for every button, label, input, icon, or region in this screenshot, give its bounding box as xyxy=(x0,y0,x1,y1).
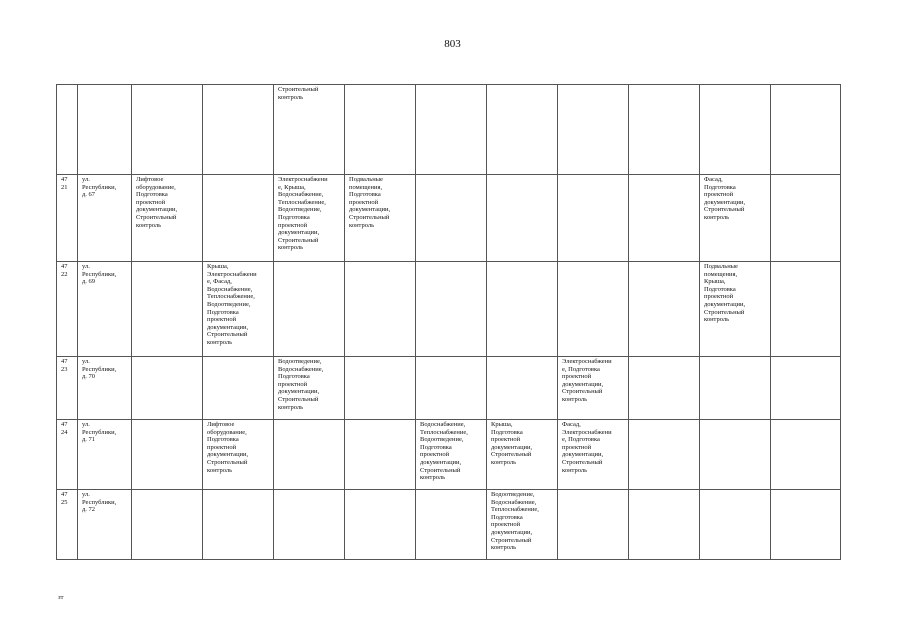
work-cell: Фасад, Подготовка проектной документации, Строительный контроль xyxy=(700,175,771,262)
work-cell xyxy=(629,490,700,560)
work-cell xyxy=(416,262,487,357)
work-cell: Водоотведение, Водоснабжение, Подготовка проектной документации, Строительный контроль xyxy=(274,357,345,420)
table-row xyxy=(57,262,841,357)
work-cell xyxy=(629,85,700,175)
table-row xyxy=(57,420,841,490)
work-cell xyxy=(203,357,274,420)
work-cell xyxy=(487,357,558,420)
work-cell xyxy=(345,85,416,175)
work-cell xyxy=(274,262,345,357)
row-number: 47 21 xyxy=(57,175,78,262)
work-cell xyxy=(558,490,629,560)
work-cell xyxy=(345,357,416,420)
work-cell: Строительный контроль xyxy=(274,85,345,175)
row-number xyxy=(57,85,78,175)
table-row xyxy=(57,357,841,420)
row-number: 47 25 xyxy=(57,490,78,560)
work-cell: Крыша, Подготовка проектной документации, Строительный контроль xyxy=(487,420,558,490)
work-cell xyxy=(558,175,629,262)
address-cell xyxy=(78,85,132,175)
work-cell: Лифтовое оборудование, Подготовка проектной документации, Строительный контроль xyxy=(203,420,274,490)
work-cell xyxy=(203,85,274,175)
work-cell xyxy=(771,420,841,490)
work-cell xyxy=(203,490,274,560)
work-cell xyxy=(345,262,416,357)
table-row xyxy=(57,175,841,262)
work-cell xyxy=(132,420,203,490)
works-schedule-table xyxy=(56,84,841,560)
page-number: 803 xyxy=(444,38,461,50)
work-cell xyxy=(416,490,487,560)
work-cell: Подвальные помещения, Подготовка проектной документации, Строительный контроль xyxy=(345,175,416,262)
work-cell: Водоснабжение, Теплоснабжение, Водоотведение, Подготовка проектной документации, Строительный контроль xyxy=(416,420,487,490)
work-cell xyxy=(416,85,487,175)
work-cell xyxy=(771,85,841,175)
work-cell xyxy=(700,85,771,175)
work-cell xyxy=(629,420,700,490)
work-cell xyxy=(629,262,700,357)
work-cell xyxy=(132,490,203,560)
work-cell xyxy=(771,262,841,357)
work-cell xyxy=(132,357,203,420)
work-cell: Электроснабжени е, Крыша, Водоснабжение, Теплоснабжение, Водоотведение, Подготовка проектной документации, Строительный контроль xyxy=(274,175,345,262)
work-cell xyxy=(345,420,416,490)
address-cell: ул. Республики, д. 70 xyxy=(78,357,132,420)
work-cell xyxy=(629,175,700,262)
work-cell xyxy=(132,262,203,357)
address-cell: ул. Республики, д. 71 xyxy=(78,420,132,490)
work-cell: Водоотведение, Водоснабжение, Теплоснабжение, Подготовка проектной документации, Строительный контроль xyxy=(487,490,558,560)
work-cell xyxy=(132,85,203,175)
work-cell: Лифтовое оборудование, Подготовка проектной документации, Строительный контроль xyxy=(132,175,203,262)
work-cell xyxy=(487,175,558,262)
address-cell: ул. Республики, д. 67 xyxy=(78,175,132,262)
work-cell xyxy=(203,175,274,262)
address-cell: ул. Республики, д. 69 xyxy=(78,262,132,357)
row-number: 47 22 xyxy=(57,262,78,357)
work-cell xyxy=(771,490,841,560)
work-cell xyxy=(700,357,771,420)
work-cell xyxy=(416,175,487,262)
address-cell: ул. Республики, д. 72 xyxy=(78,490,132,560)
work-cell xyxy=(700,420,771,490)
work-cell xyxy=(345,490,416,560)
work-cell: Крыша, Электроснабжени е, Фасад, Водоснабжение, Теплоснабжение, Водоотведение, Подготовка проектной документации, Строительный контроль xyxy=(203,262,274,357)
table-row xyxy=(57,490,841,560)
work-cell xyxy=(274,490,345,560)
table-row xyxy=(57,85,841,175)
work-cell: Электроснабжени е, Подготовка проектной документации, Строительный контроль xyxy=(558,357,629,420)
work-cell xyxy=(771,357,841,420)
footer-mark: зт xyxy=(58,594,64,601)
work-cell xyxy=(416,357,487,420)
work-cell xyxy=(558,85,629,175)
row-number: 47 24 xyxy=(57,420,78,490)
work-cell xyxy=(558,262,629,357)
work-cell xyxy=(700,490,771,560)
work-cell xyxy=(487,85,558,175)
row-number: 47 23 xyxy=(57,357,78,420)
work-cell: Подвальные помещения, Крыша, Подготовка проектной документации, Строительный контроль xyxy=(700,262,771,357)
work-cell: Фасад, Электроснабжени е, Подготовка проектной документации, Строительный контроль xyxy=(558,420,629,490)
work-cell xyxy=(629,357,700,420)
work-cell xyxy=(771,175,841,262)
work-cell xyxy=(274,420,345,490)
work-cell xyxy=(487,262,558,357)
